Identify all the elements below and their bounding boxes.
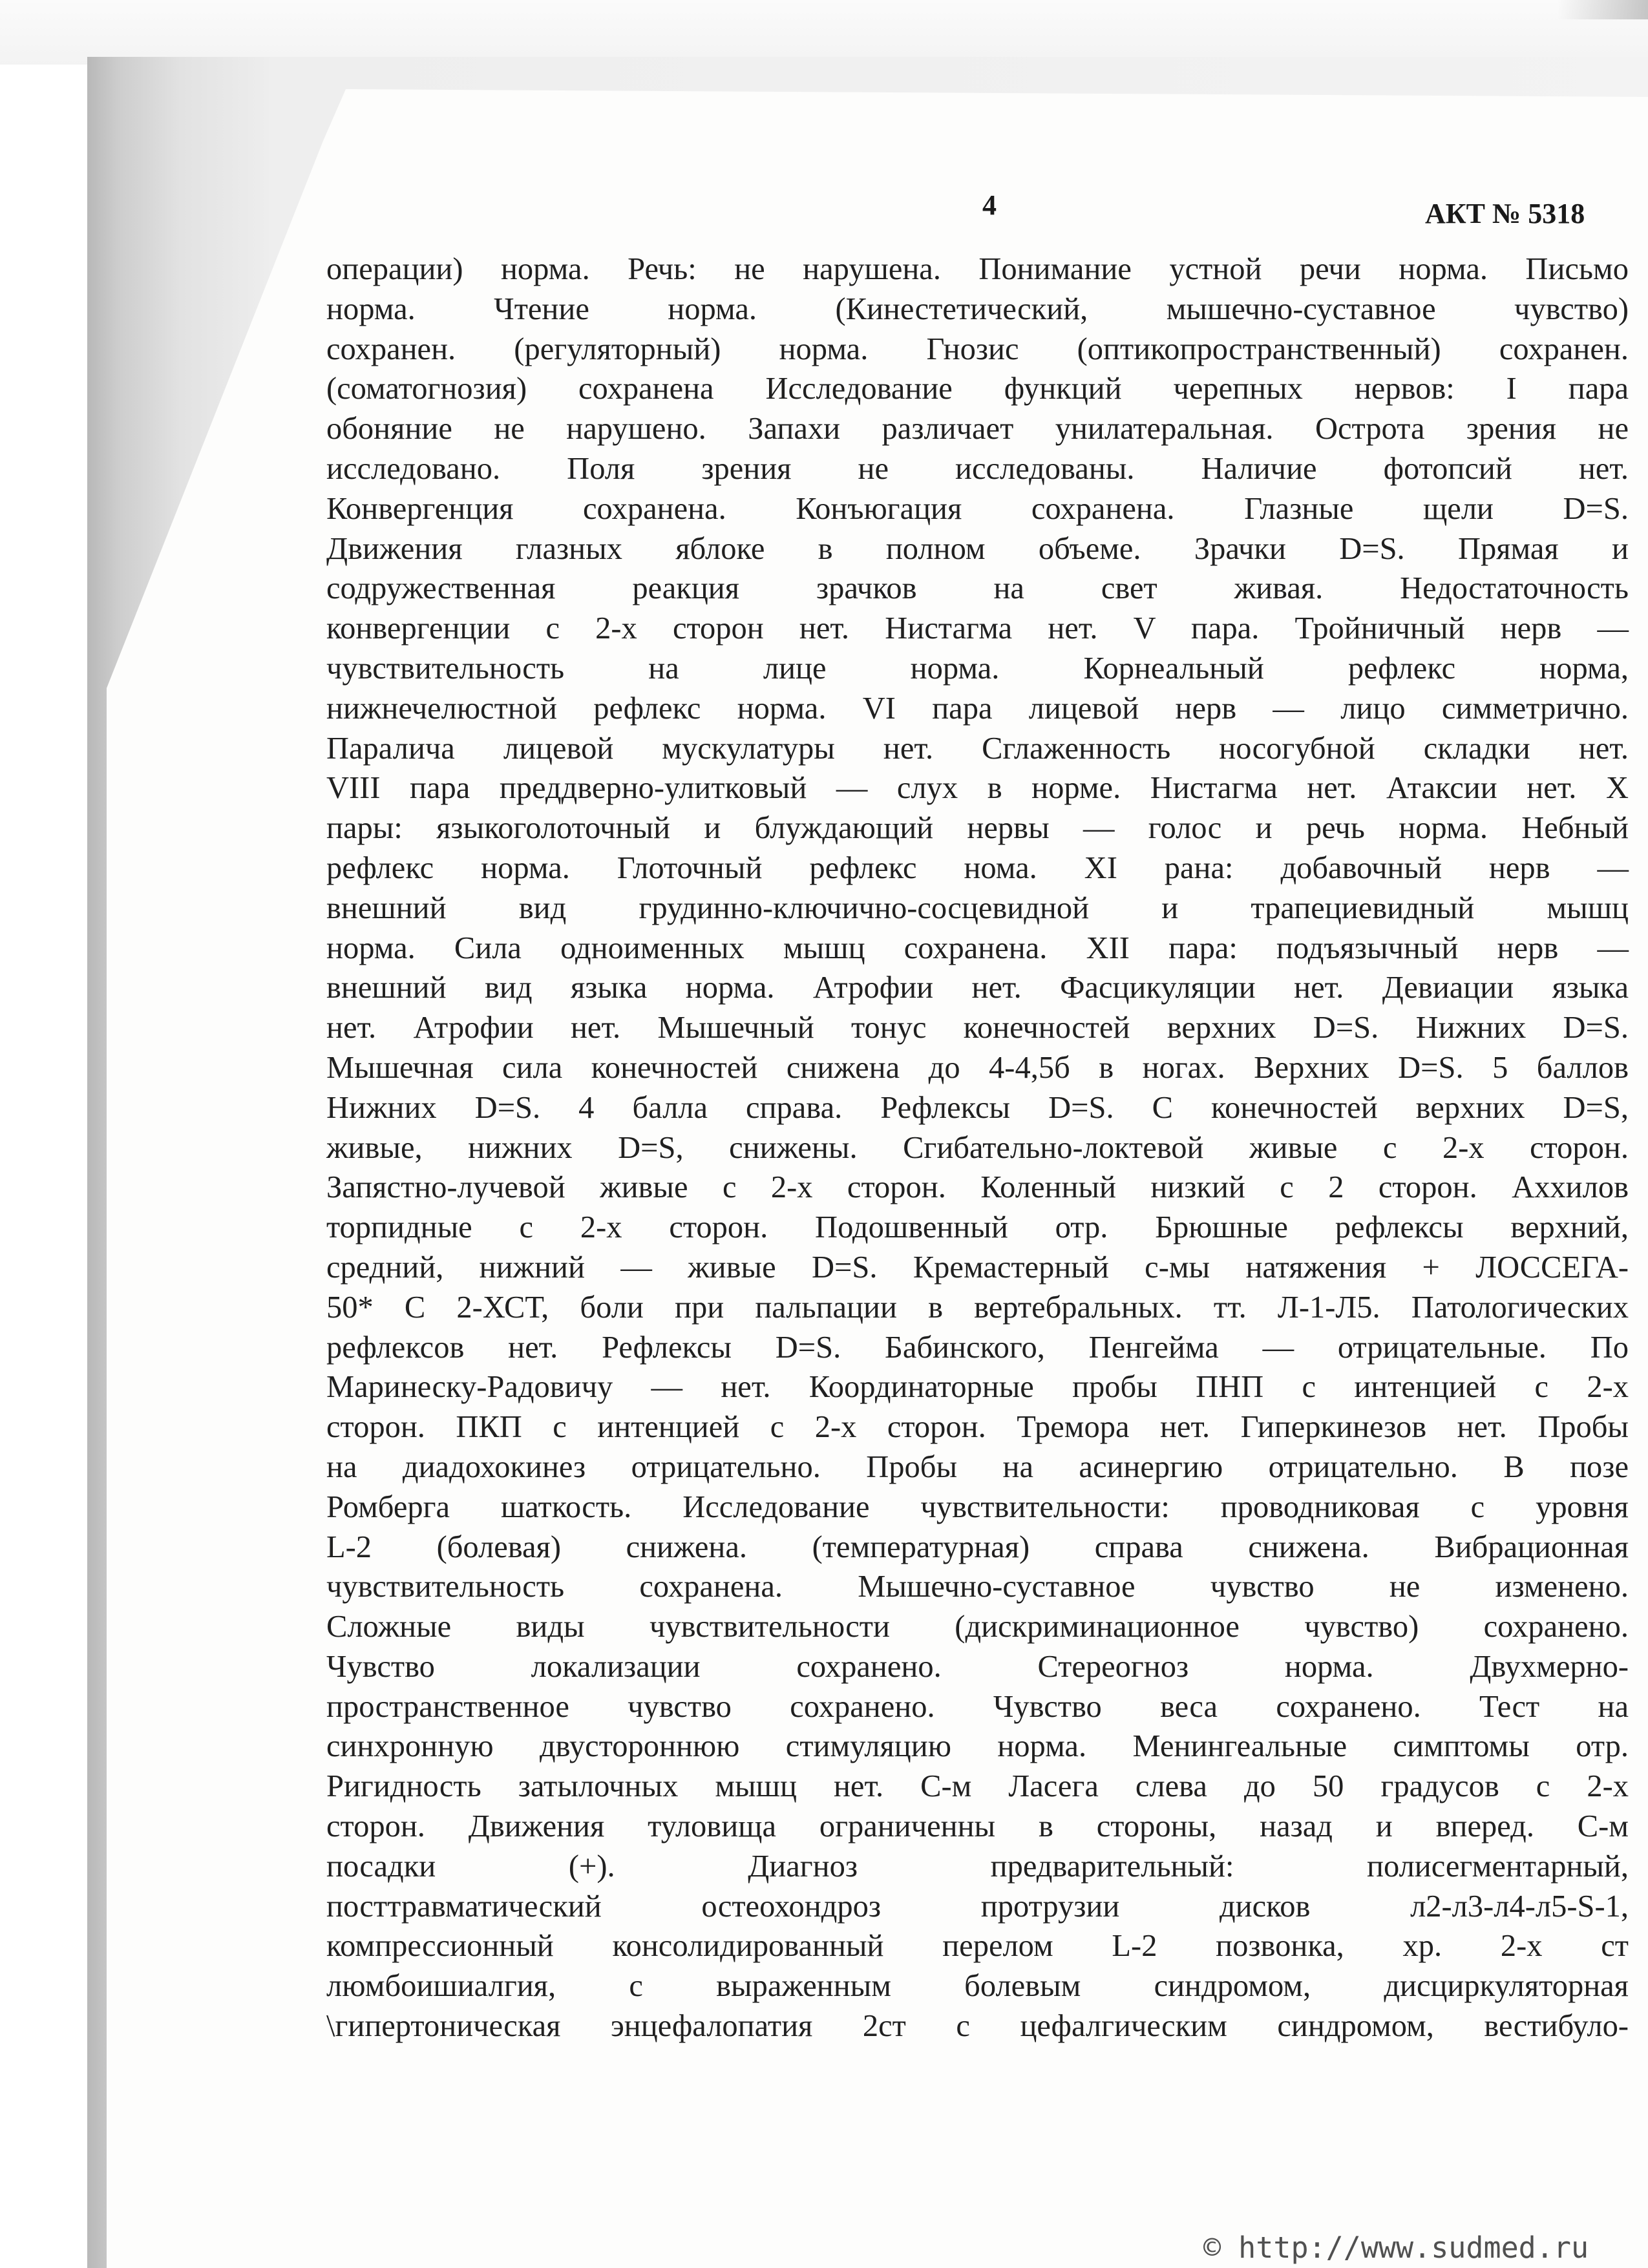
text-line: VIII пара преддверно-улитковый — слух в норме. Нистагма нет. Атаксии нет. X [326, 771, 1629, 806]
text-line: рефлексов нет. Рефлексы D=S. Бабинского, Пенгейма — отрицательные. По [326, 1330, 1629, 1365]
text-line: чувствительность на лице норма. Корнеальный рефлекс норма, [326, 651, 1629, 686]
text-line: (соматогнозия) сохранена Исследование функций черепных нервов: I пара [326, 372, 1629, 406]
text-line: Мышечная сила конечностей снижена до 4-4,5б в ногах. Верхних D=S. 5 баллов [326, 1050, 1629, 1085]
text-line: живые, нижних D=S, снижены. Сгибательно-локтевой живые с 2-х сторон. [326, 1130, 1629, 1165]
scanner-background [0, 0, 1648, 65]
text-line: пространственное чувство сохранено. Чувство веса сохранено. Тест на [326, 1689, 1629, 1724]
text-line: \гипертоническая энцефалопатия 2ст с цефалгическим синдромом, вестибуло- [326, 2009, 1629, 2044]
text-line: компрессионный консолидированный перелом L-2 позвонка, хр. 2-х ст [326, 1929, 1629, 1964]
scan-corner-mark [1558, 0, 1648, 19]
site-watermark: © http://www.sudmed.ru [1203, 2231, 1589, 2265]
text-line: содружественная реакция зрачков на свет живая. Недостаточность [326, 571, 1629, 606]
text-line: сторон. Движения туловища ограниченны в стороны, назад и вперед. С-м [326, 1809, 1629, 1844]
text-line: сохранен. (регуляторный) норма. Гнозис (оптикопространственный) сохранен. [326, 331, 1629, 366]
text-line: L-2 (болевая) снижена. (температурная) справа снижена. Вибрационная [326, 1529, 1629, 1564]
text-line: посттравматический остеохондроз протрузии дисков л2-л3-л4-л5-S-1, [326, 1889, 1629, 1924]
text-line: нижнечелюстной рефлекс норма. VI пара лицевой нерв — лицо симметрично. [326, 691, 1629, 726]
text-line: Запястно-лучевой живые с 2-х сторон. Коленный низкий с 2 сторон. Аххилов [326, 1170, 1629, 1205]
text-line: Конвергенция сохранена. Конъюгация сохранена. Глазные щели D=S. [326, 491, 1629, 526]
text-line: конвергенции с 2-х сторон нет. Нистагма нет. V пара. Тройничный нерв — [326, 611, 1629, 646]
text-line: Чувство локализации сохранено. Стереогноз норма. Двухмерно- [326, 1649, 1629, 1684]
text-line: торпидные с 2-х сторон. Подошвенный отр. Брюшные рефлексы верхний, [326, 1210, 1629, 1245]
text-line: Сложные виды чувствительности (дискриминационное чувство) сохранено. [326, 1610, 1629, 1644]
text-line: посадки (+). Диагноз предварительный: полисегментарный, [326, 1849, 1629, 1884]
text-line: Движения глазных яблоке в полном объеме. Зрачки D=S. Прямая и [326, 531, 1629, 566]
text-line: рефлекс норма. Глоточный рефлекс нома. XI рана: добавочный нерв — [326, 850, 1629, 885]
text-line: норма. Чтение норма. (Кинестетический, мышечно-суставное чувство) [326, 291, 1629, 326]
text-line: Ригидность затылочных мышц нет. С-м Ласега слева до 50 градусов с 2-х [326, 1769, 1629, 1804]
text-line: Паралича лицевой мускулатуры нет. Сглаженность носогубной складки нет. [326, 731, 1629, 766]
document-body [326, 249, 1629, 2046]
page-number: 4 [982, 189, 997, 221]
text-line: операции) норма. Речь: не нарушена. Понимание устной речи норма. Письмо [326, 252, 1629, 286]
text-line: на диадохокинез отрицательно. Пробы на асинергию отрицательно. В позе [326, 1449, 1629, 1484]
text-line: Ромберга шаткость. Исследование чувствительности: проводниковая с уровня [326, 1489, 1629, 1524]
text-line: синхронную двустороннюю стимуляцию норма. Менингеальные симптомы отр. [326, 1729, 1629, 1764]
text-line: чувствительность сохранена. Мышечно-суставное чувство не изменено. [326, 1570, 1629, 1604]
text-line: 50* С 2-ХСТ, боли при пальпации в вертебральных. тт. Л-1-Л5. Патологических [326, 1290, 1629, 1325]
act-number: АКТ № 5318 [1425, 198, 1585, 229]
text-line: обоняние не нарушено. Запахи различает унилатеральная. Острота зрения не [326, 412, 1629, 446]
text-line: Маринеску-Радовичу — нет. Координаторные пробы ПНП с интенцией с 2-х [326, 1370, 1629, 1405]
text-line: средний, нижний — живые D=S. Кремастерный с-мы натяжения + ЛОССЕГА- [326, 1250, 1629, 1285]
text-line: нет. Атрофии нет. Мышечный тонус конечностей верхних D=S. Нижних D=S. [326, 1011, 1629, 1045]
text-line: Нижних D=S. 4 балла справа. Рефлексы D=S. С конечностей верхних D=S, [326, 1090, 1629, 1125]
text-line: норма. Сила одноименных мышц сохранена. XII пара: подъязычный нерв — [326, 930, 1629, 965]
text-line: внешний вид грудинно-ключично-сосцевидной и трапециевидный мышц [326, 890, 1629, 925]
text-line: исследовано. Поля зрения не исследованы. Наличие фотопсий нет. [326, 451, 1629, 486]
text-line: внешний вид языка норма. Атрофии нет. Фасцикуляции нет. Девиации языка [326, 971, 1629, 1005]
text-line: пары: языкоголоточный и блуждающий нервы — голос и речь норма. Небный [326, 811, 1629, 846]
text-line: сторон. ПКП с интенцией с 2-х сторон. Тремора нет. Гиперкинезов нет. Пробы [326, 1410, 1629, 1445]
text-line: люмбоишиалгия, с выраженным болевым синдромом, дисциркуляторная [326, 1969, 1629, 2004]
